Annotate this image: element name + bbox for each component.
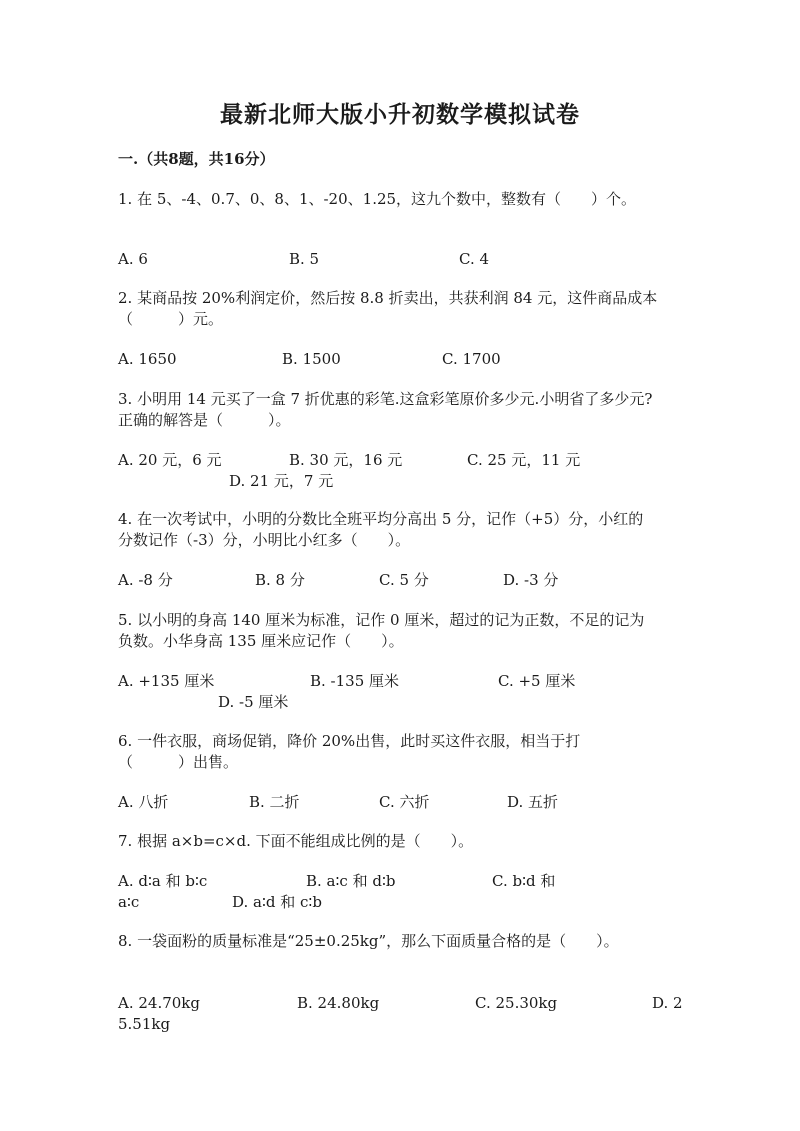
question-8-option-a: A. 24.70kg [118, 994, 201, 1012]
question-3-option-c: C. 25 元，11 元 [467, 451, 581, 469]
question-4-option-c: C. 5 分 [379, 571, 429, 589]
question-4-option-a: A. -8 分 [118, 571, 173, 589]
exam-title: 最新北师大版小升初数学模拟试卷 [220, 101, 580, 128]
question-6-option-a: A. 八折 [118, 793, 169, 811]
question-8-option-c: C. 25.30kg [475, 994, 558, 1012]
question-2-text-line-1: 2. 某商品按 20%利润定价，然后按 8.8 折卖出，共获利润 84 元，这件商品成本 [118, 289, 658, 307]
question-5-text-line-2: 负数。小华身高 135 厘米应记作（ ）。 [118, 632, 404, 650]
question-3-option-b: B. 30 元，16 元 [289, 451, 403, 469]
question-2-option-a: A. 1650 [118, 350, 177, 368]
question-5-option-d: D. -5 厘米 [218, 693, 289, 711]
question-5-option-a: A. +135 厘米 [118, 672, 215, 690]
question-5-option-b: B. -135 厘米 [310, 672, 400, 690]
question-4-option-d: D. -3 分 [503, 571, 559, 589]
question-8-text: 8. 一袋面粉的质量标准是“25±0.25kg”，那么下面质量合格的是（ ）。 [118, 932, 619, 950]
question-4-text-line-2: 分数记作（-3）分，小明比小红多（ ）。 [118, 531, 411, 549]
question-6-option-b: B. 二折 [249, 793, 300, 811]
question-1-option-b: B. 5 [289, 250, 320, 268]
question-6-option-d: D. 五折 [507, 793, 559, 811]
question-1-option-a: A. 6 [118, 250, 148, 268]
question-7-option-c: C. b∶d 和 [492, 872, 556, 890]
question-2-option-c: C. 1700 [442, 350, 501, 368]
question-8-option-d: D. 2 [652, 994, 683, 1012]
question-1-text: 1. 在 5、-4、0.7、0、8、1、-20、1.25，这九个数中，整数有（ ）个。 [118, 190, 637, 208]
question-6-option-c: C. 六折 [379, 793, 430, 811]
question-3-text-line-1: 3. 小明用 14 元买了一盒 7 折优惠的彩笔.这盒彩笔原价多少元.小明省了多少元? [118, 390, 653, 408]
question-5-text-line-1: 5. 以小明的身高 140 厘米为标准，记作 0 厘米，超过的记为正数，不足的记为 [118, 611, 645, 629]
question-5-option-c: C. +5 厘米 [498, 672, 576, 690]
question-7-option-c-continued: a∶c [118, 893, 140, 911]
question-1-option-c: C. 4 [459, 250, 490, 268]
question-3-option-a: A. 20 元，6 元 [118, 451, 222, 469]
question-6-text-line-2: （ ）出售。 [118, 753, 239, 771]
question-2-option-b: B. 1500 [282, 350, 341, 368]
question-6-text-line-1: 6. 一件衣服，商场促销，降价 20%出售，此时买这件衣服，相当于打 [118, 732, 581, 750]
section-heading: 一.（共8题，共16分） [118, 150, 275, 168]
question-7-text: 7. 根据 a×b=c×d. 下面不能组成比例的是（ ）。 [118, 832, 474, 850]
question-2-text-line-2: （ ）元。 [118, 310, 224, 328]
question-8-option-d-continued: 5.51kg [118, 1015, 171, 1033]
question-8-option-b: B. 24.80kg [297, 994, 380, 1012]
question-3-option-d: D. 21 元，7 元 [229, 472, 334, 490]
question-4-text-line-1: 4. 在一次考试中，小明的分数比全班平均分高出 5 分，记作（+5）分，小红的 [118, 510, 644, 528]
question-3-text-line-2: 正确的解答是（ ）。 [118, 411, 291, 429]
question-4-option-b: B. 8 分 [255, 571, 305, 589]
question-7-option-a: A. d∶a 和 b∶c [118, 872, 208, 890]
question-7-option-b: B. a∶c 和 d∶b [306, 872, 396, 890]
question-7-option-d: D. a∶d 和 c∶b [232, 893, 322, 911]
